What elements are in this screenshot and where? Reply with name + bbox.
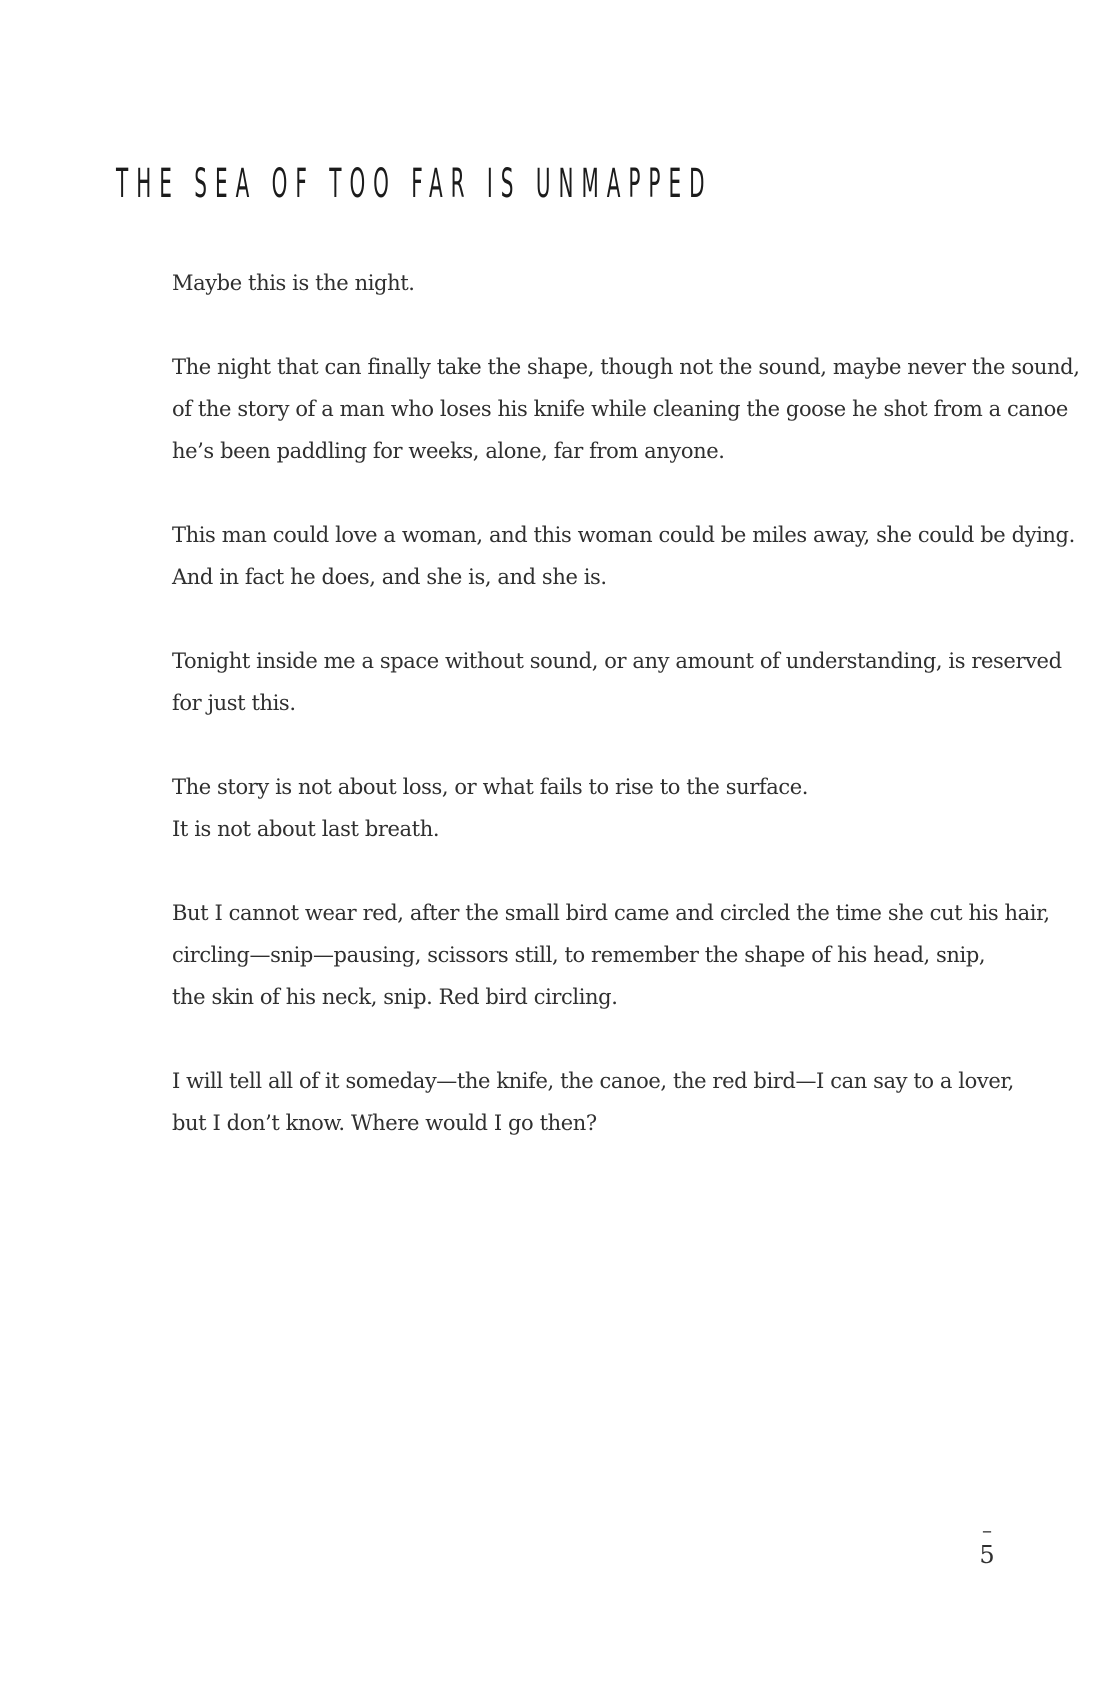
- poem-line: The story is not about loss, or what fails to rise to the surface.: [172, 775, 809, 799]
- stanza: [172, 262, 1032, 304]
- stanza: [172, 892, 1050, 1018]
- stanza: [172, 1060, 1032, 1144]
- poem-title: THE SEA OF TOO FAR IS UNMAPPED: [116, 161, 713, 207]
- poem-line: The night that can finally take the shape, though not the sound, maybe never the sound,: [172, 355, 1080, 379]
- stanza: [172, 514, 1075, 598]
- poem-line: circling—snip—pausing, scissors still, to remember the shape of his head, snip,: [172, 943, 986, 967]
- poem-line: This man could love a woman, and this woman could be miles away, she could be dying.: [172, 523, 1075, 547]
- poem-line: but I don’t know. Where would I go then?: [172, 1111, 597, 1135]
- stanza: [172, 766, 1032, 850]
- stanza: [172, 346, 1080, 472]
- poem-line: I will tell all of it someday—the knife, the canoe, the red bird—I can say to a lover,: [172, 1069, 1014, 1093]
- page-number-value: 5: [979, 1541, 995, 1569]
- page-number-mark: –: [982, 1518, 992, 1542]
- poem-line: for just this.: [172, 691, 296, 715]
- poem-line: And in fact he does, and she is, and she is.: [172, 565, 607, 589]
- poem-body: [172, 262, 1080, 1186]
- poem-line: he’s been paddling for weeks, alone, far from anyone.: [172, 439, 725, 463]
- stanza: [172, 640, 1062, 724]
- poem-line: Maybe this is the night.: [172, 271, 415, 295]
- poem-line: the skin of his neck, snip. Red bird circling.: [172, 985, 618, 1009]
- page-number: [972, 1520, 1002, 1570]
- poem-line: Tonight inside me a space without sound, or any amount of understanding, is reserved: [172, 649, 1062, 673]
- poem-line: of the story of a man who loses his knife while cleaning the goose he shot from a canoe: [172, 397, 1068, 421]
- poem-line: But I cannot wear red, after the small bird came and circled the time she cut his hair,: [172, 901, 1050, 925]
- poem-line: It is not about last breath.: [172, 817, 440, 841]
